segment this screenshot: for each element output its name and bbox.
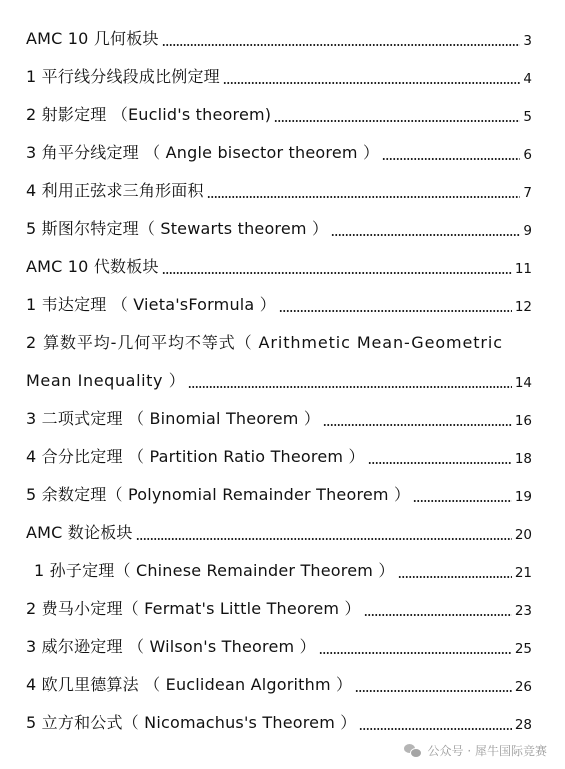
- toc-page-number: 21: [514, 565, 532, 581]
- wechat-icon: [404, 743, 422, 759]
- toc-entry[interactable]: [26, 590, 532, 628]
- toc-leader-dots: [398, 569, 512, 579]
- toc-title: 2 费马小定理（ Fermat's Little Theorem ）: [26, 599, 361, 618]
- toc-page-number: 4: [523, 71, 532, 87]
- toc-page-number: 18: [514, 451, 532, 467]
- toc-leader-dots: [323, 417, 512, 427]
- toc-entry[interactable]: [26, 286, 532, 324]
- toc-page-number: 26: [514, 679, 532, 695]
- toc-leader-dots: [413, 493, 512, 503]
- toc-page-number: 14: [514, 375, 532, 391]
- toc-leader-dots: [319, 645, 512, 655]
- toc-leader-dots: [207, 189, 521, 199]
- toc-page-number: 19: [514, 489, 532, 505]
- toc-leader-dots: [359, 721, 511, 731]
- toc-title: 2 算数平均-几何平均不等式（ Arithmetic Mean-Geometric: [26, 333, 503, 352]
- toc-title: 5 余数定理（ Polynomial Remainder Theorem ）: [26, 485, 411, 504]
- toc-entry[interactable]: [26, 172, 532, 210]
- toc-page-number: 28: [514, 717, 532, 733]
- toc-title: 1 韦达定理 （ Vieta'sFormula ）: [26, 295, 276, 314]
- toc-leader-dots: [274, 113, 520, 123]
- table-of-contents: [26, 20, 532, 742]
- toc-page-number: 20: [514, 527, 532, 543]
- toc-leader-dots: [162, 265, 512, 275]
- toc-entry[interactable]: [26, 96, 532, 134]
- toc-page-number: 7: [523, 185, 532, 201]
- toc-title: 4 欧几里德算法 （ Euclidean Algorithm ）: [26, 675, 353, 694]
- toc-title: 4 合分比定理 （ Partition Ratio Theorem ）: [26, 447, 365, 466]
- toc-leader-dots: [368, 455, 512, 465]
- toc-title: 5 立方和公式（ Nicomachus's Theorem ）: [26, 713, 357, 732]
- toc-leader-dots: [223, 75, 521, 85]
- toc-leader-dots: [331, 227, 520, 237]
- toc-title: AMC 10 代数板块: [26, 257, 159, 276]
- toc-page-number: 23: [514, 603, 532, 619]
- toc-title: AMC 数论板块: [26, 523, 133, 542]
- toc-title: 4 利用正弦求三角形面积: [26, 181, 204, 200]
- toc-leader-dots: [382, 151, 520, 161]
- toc-entry[interactable]: [26, 134, 532, 172]
- toc-leader-dots: [355, 683, 512, 693]
- toc-title: 5 斯图尔特定理（ Stewarts theorem ）: [26, 219, 329, 238]
- toc-page-number: 9: [523, 223, 532, 239]
- toc-title: Mean Inequality ）: [26, 371, 186, 390]
- toc-leader-dots: [162, 37, 521, 47]
- watermark: [404, 742, 547, 759]
- toc-entry[interactable]: [26, 58, 532, 96]
- toc-title: 3 威尔逊定理 （ Wilson's Theorem ）: [26, 637, 316, 656]
- toc-entry[interactable]: [26, 666, 532, 704]
- toc-page-number: 25: [514, 641, 532, 657]
- toc-page-number: 12: [514, 299, 532, 315]
- toc-entry[interactable]: [26, 476, 532, 514]
- toc-leader-dots: [188, 379, 511, 389]
- toc-title: 1 孙子定理（ Chinese Remainder Theorem ）: [34, 561, 395, 580]
- toc-entry[interactable]: [26, 248, 532, 286]
- toc-leader-dots: [364, 607, 512, 617]
- toc-page-number: 16: [514, 413, 532, 429]
- toc-page-number: 5: [523, 109, 532, 125]
- toc-title: 3 二项式定理 （ Binomial Theorem ）: [26, 409, 321, 428]
- toc-leader-dots: [279, 303, 512, 313]
- watermark-text: 公众号 · 犀牛国际竞赛: [427, 744, 547, 758]
- toc-entry[interactable]: [26, 210, 532, 248]
- toc-title: 1 平行线分线段成比例定理: [26, 67, 220, 86]
- toc-entry[interactable]: [26, 20, 532, 58]
- toc-page-number: 11: [514, 261, 532, 277]
- toc-entry[interactable]: [26, 704, 532, 742]
- toc-title: 2 射影定理 （Euclid's theorem): [26, 105, 272, 124]
- toc-title: 3 角平分线定理 （ Angle bisector theorem ）: [26, 143, 380, 162]
- toc-leader-dots: [136, 531, 512, 541]
- toc-entry[interactable]: [26, 438, 532, 476]
- toc-page-number: 6: [523, 147, 532, 163]
- toc-page-number: 3: [523, 33, 532, 49]
- toc-entry[interactable]: [26, 400, 532, 438]
- toc-entry[interactable]: [26, 324, 532, 362]
- toc-entry[interactable]: [26, 628, 532, 666]
- toc-title: AMC 10 几何板块: [26, 29, 159, 48]
- toc-entry[interactable]: [26, 552, 532, 590]
- toc-entry-continued[interactable]: [26, 362, 532, 400]
- toc-entry[interactable]: [26, 514, 532, 552]
